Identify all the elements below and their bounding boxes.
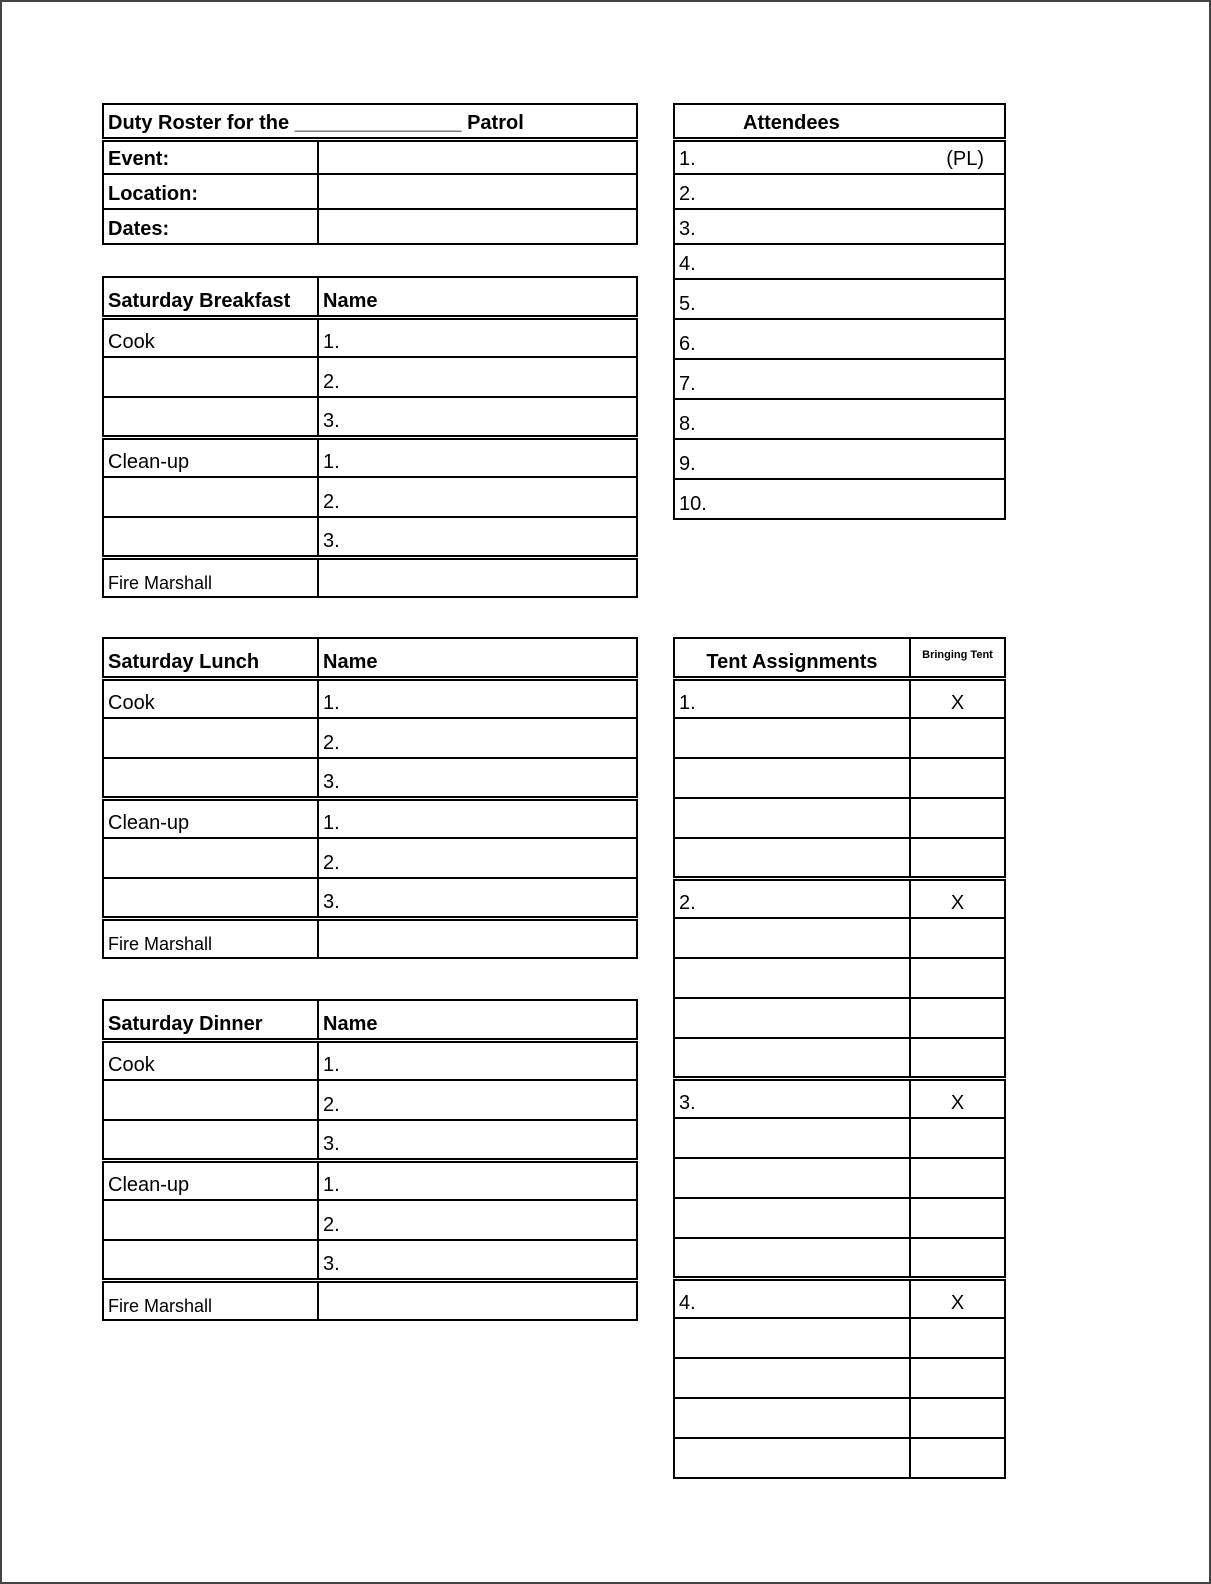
name-cell[interactable]: 2. [318, 357, 637, 397]
meal-title: Saturday Lunch [103, 638, 318, 678]
attendee-row[interactable]: 8. [674, 399, 1005, 439]
dates-field[interactable] [318, 209, 637, 244]
bringing-tent-cell[interactable] [910, 918, 1005, 958]
bringing-tent-cell[interactable] [910, 998, 1005, 1038]
event-field[interactable] [318, 139, 637, 174]
tent-row[interactable] [674, 758, 910, 798]
header-table [102, 103, 638, 245]
tent-row[interactable] [674, 1358, 910, 1398]
cleanup-label: Clean-up [103, 798, 318, 838]
empty-cell [103, 477, 318, 517]
tent-row[interactable] [674, 838, 910, 878]
tent-row[interactable] [674, 718, 910, 758]
name-cell[interactable]: 1. [318, 437, 637, 477]
bringing-tent-header: Bringing Tent [910, 638, 1005, 678]
breakfast-table [102, 276, 638, 598]
name-cell[interactable]: 1. [318, 798, 637, 838]
attendee-row[interactable]: 3. [674, 209, 1005, 244]
meal-title: Saturday Breakfast [103, 277, 318, 317]
bringing-tent-cell[interactable] [910, 798, 1005, 838]
name-header: Name [318, 638, 637, 678]
dates-label: Dates: [103, 209, 318, 244]
name-cell[interactable]: 2. [318, 718, 637, 758]
attendee-row[interactable] [674, 139, 1005, 174]
tent-row[interactable] [674, 798, 910, 838]
bringing-tent-mark[interactable]: X [910, 1078, 1005, 1118]
attendee-row[interactable]: 9. [674, 439, 1005, 479]
attendee-row[interactable]: 5. [674, 279, 1005, 319]
event-label: Event: [103, 139, 318, 174]
fire-marshall-label: Fire Marshall [103, 557, 318, 597]
attendee-number: 1. [679, 148, 696, 170]
tent-row[interactable] [674, 1238, 910, 1278]
name-cell[interactable] [318, 918, 637, 958]
tent-row[interactable]: 3. [674, 1078, 910, 1118]
name-cell[interactable]: 3. [318, 758, 637, 798]
empty-cell [103, 1080, 318, 1120]
name-header: Name [318, 1000, 637, 1040]
bringing-tent-cell[interactable] [910, 758, 1005, 798]
fire-marshall-label: Fire Marshall [103, 1280, 318, 1320]
bringing-tent-cell[interactable] [910, 1198, 1005, 1238]
bringing-tent-cell[interactable] [910, 1438, 1005, 1478]
tent-row[interactable] [674, 1118, 910, 1158]
bringing-tent-cell[interactable] [910, 1398, 1005, 1438]
empty-cell [103, 357, 318, 397]
location-field[interactable] [318, 174, 637, 209]
bringing-tent-cell[interactable] [910, 1318, 1005, 1358]
bringing-tent-mark[interactable]: X [910, 878, 1005, 918]
empty-cell [103, 1240, 318, 1280]
empty-cell [103, 838, 318, 878]
bringing-tent-cell[interactable] [910, 1038, 1005, 1078]
attendee-row[interactable]: 2. [674, 174, 1005, 209]
name-cell[interactable]: 3. [318, 1120, 637, 1160]
tent-row[interactable] [674, 958, 910, 998]
name-cell[interactable]: 2. [318, 477, 637, 517]
bringing-tent-cell[interactable] [910, 958, 1005, 998]
cleanup-label: Clean-up [103, 1160, 318, 1200]
empty-cell [103, 517, 318, 557]
tent-assignments-table [673, 637, 1006, 1479]
name-header: Name [318, 277, 637, 317]
lunch-table [102, 637, 638, 959]
tent-row[interactable]: 2. [674, 878, 910, 918]
tent-assignments-title: Tent Assignments [674, 638, 910, 678]
bringing-tent-mark[interactable]: X [910, 1278, 1005, 1318]
tent-row[interactable] [674, 1438, 910, 1478]
bringing-tent-cell[interactable] [910, 1358, 1005, 1398]
empty-cell [103, 718, 318, 758]
attendees-table [673, 103, 1006, 520]
fire-marshall-label: Fire Marshall [103, 918, 318, 958]
bringing-tent-cell[interactable] [910, 838, 1005, 878]
tent-row[interactable]: 4. [674, 1278, 910, 1318]
empty-cell [103, 1120, 318, 1160]
name-cell[interactable]: 1. [318, 1040, 637, 1080]
tent-row[interactable] [674, 918, 910, 958]
attendee-row[interactable]: 4. [674, 244, 1005, 279]
name-cell[interactable]: 2. [318, 1080, 637, 1120]
attendee-row[interactable]: 6. [674, 319, 1005, 359]
tent-row[interactable] [674, 1318, 910, 1358]
tent-row[interactable] [674, 1158, 910, 1198]
name-cell[interactable]: 3. [318, 517, 637, 557]
empty-cell [103, 878, 318, 918]
cleanup-label: Clean-up [103, 437, 318, 477]
attendees-title: Attendees [674, 104, 1005, 139]
name-cell[interactable]: 2. [318, 838, 637, 878]
bringing-tent-cell[interactable] [910, 718, 1005, 758]
name-cell[interactable]: 1. [318, 317, 637, 357]
name-cell[interactable]: 3. [318, 1240, 637, 1280]
tent-row[interactable] [674, 998, 910, 1038]
meal-title: Saturday Dinner [103, 1000, 318, 1040]
tent-row[interactable] [674, 1038, 910, 1078]
bringing-tent-mark[interactable]: X [910, 678, 1005, 718]
patrol-leader-tag: (PL) [946, 148, 984, 170]
cook-label: Cook [103, 317, 318, 357]
empty-cell [103, 397, 318, 437]
bringing-tent-cell[interactable] [910, 1118, 1005, 1158]
name-cell[interactable]: 3. [318, 397, 637, 437]
dinner-table [102, 999, 638, 1321]
location-label: Location: [103, 174, 318, 209]
name-cell[interactable] [318, 1280, 637, 1320]
cook-label: Cook [103, 1040, 318, 1080]
bringing-tent-cell[interactable] [910, 1238, 1005, 1278]
tent-row[interactable] [674, 1198, 910, 1238]
name-cell[interactable]: 1. [318, 678, 637, 718]
attendee-row[interactable]: 7. [674, 359, 1005, 399]
tent-row[interactable]: 1. [674, 678, 910, 718]
bringing-tent-cell[interactable] [910, 1158, 1005, 1198]
cook-label: Cook [103, 678, 318, 718]
name-cell[interactable] [318, 557, 637, 597]
attendee-row[interactable]: 10. [674, 479, 1005, 519]
name-cell[interactable]: 1. [318, 1160, 637, 1200]
name-cell[interactable]: 3. [318, 878, 637, 918]
name-cell[interactable]: 2. [318, 1200, 637, 1240]
tent-row[interactable] [674, 1398, 910, 1438]
empty-cell [103, 1200, 318, 1240]
empty-cell [103, 758, 318, 798]
roster-title: Duty Roster for the _______________ Patrol [103, 104, 637, 139]
